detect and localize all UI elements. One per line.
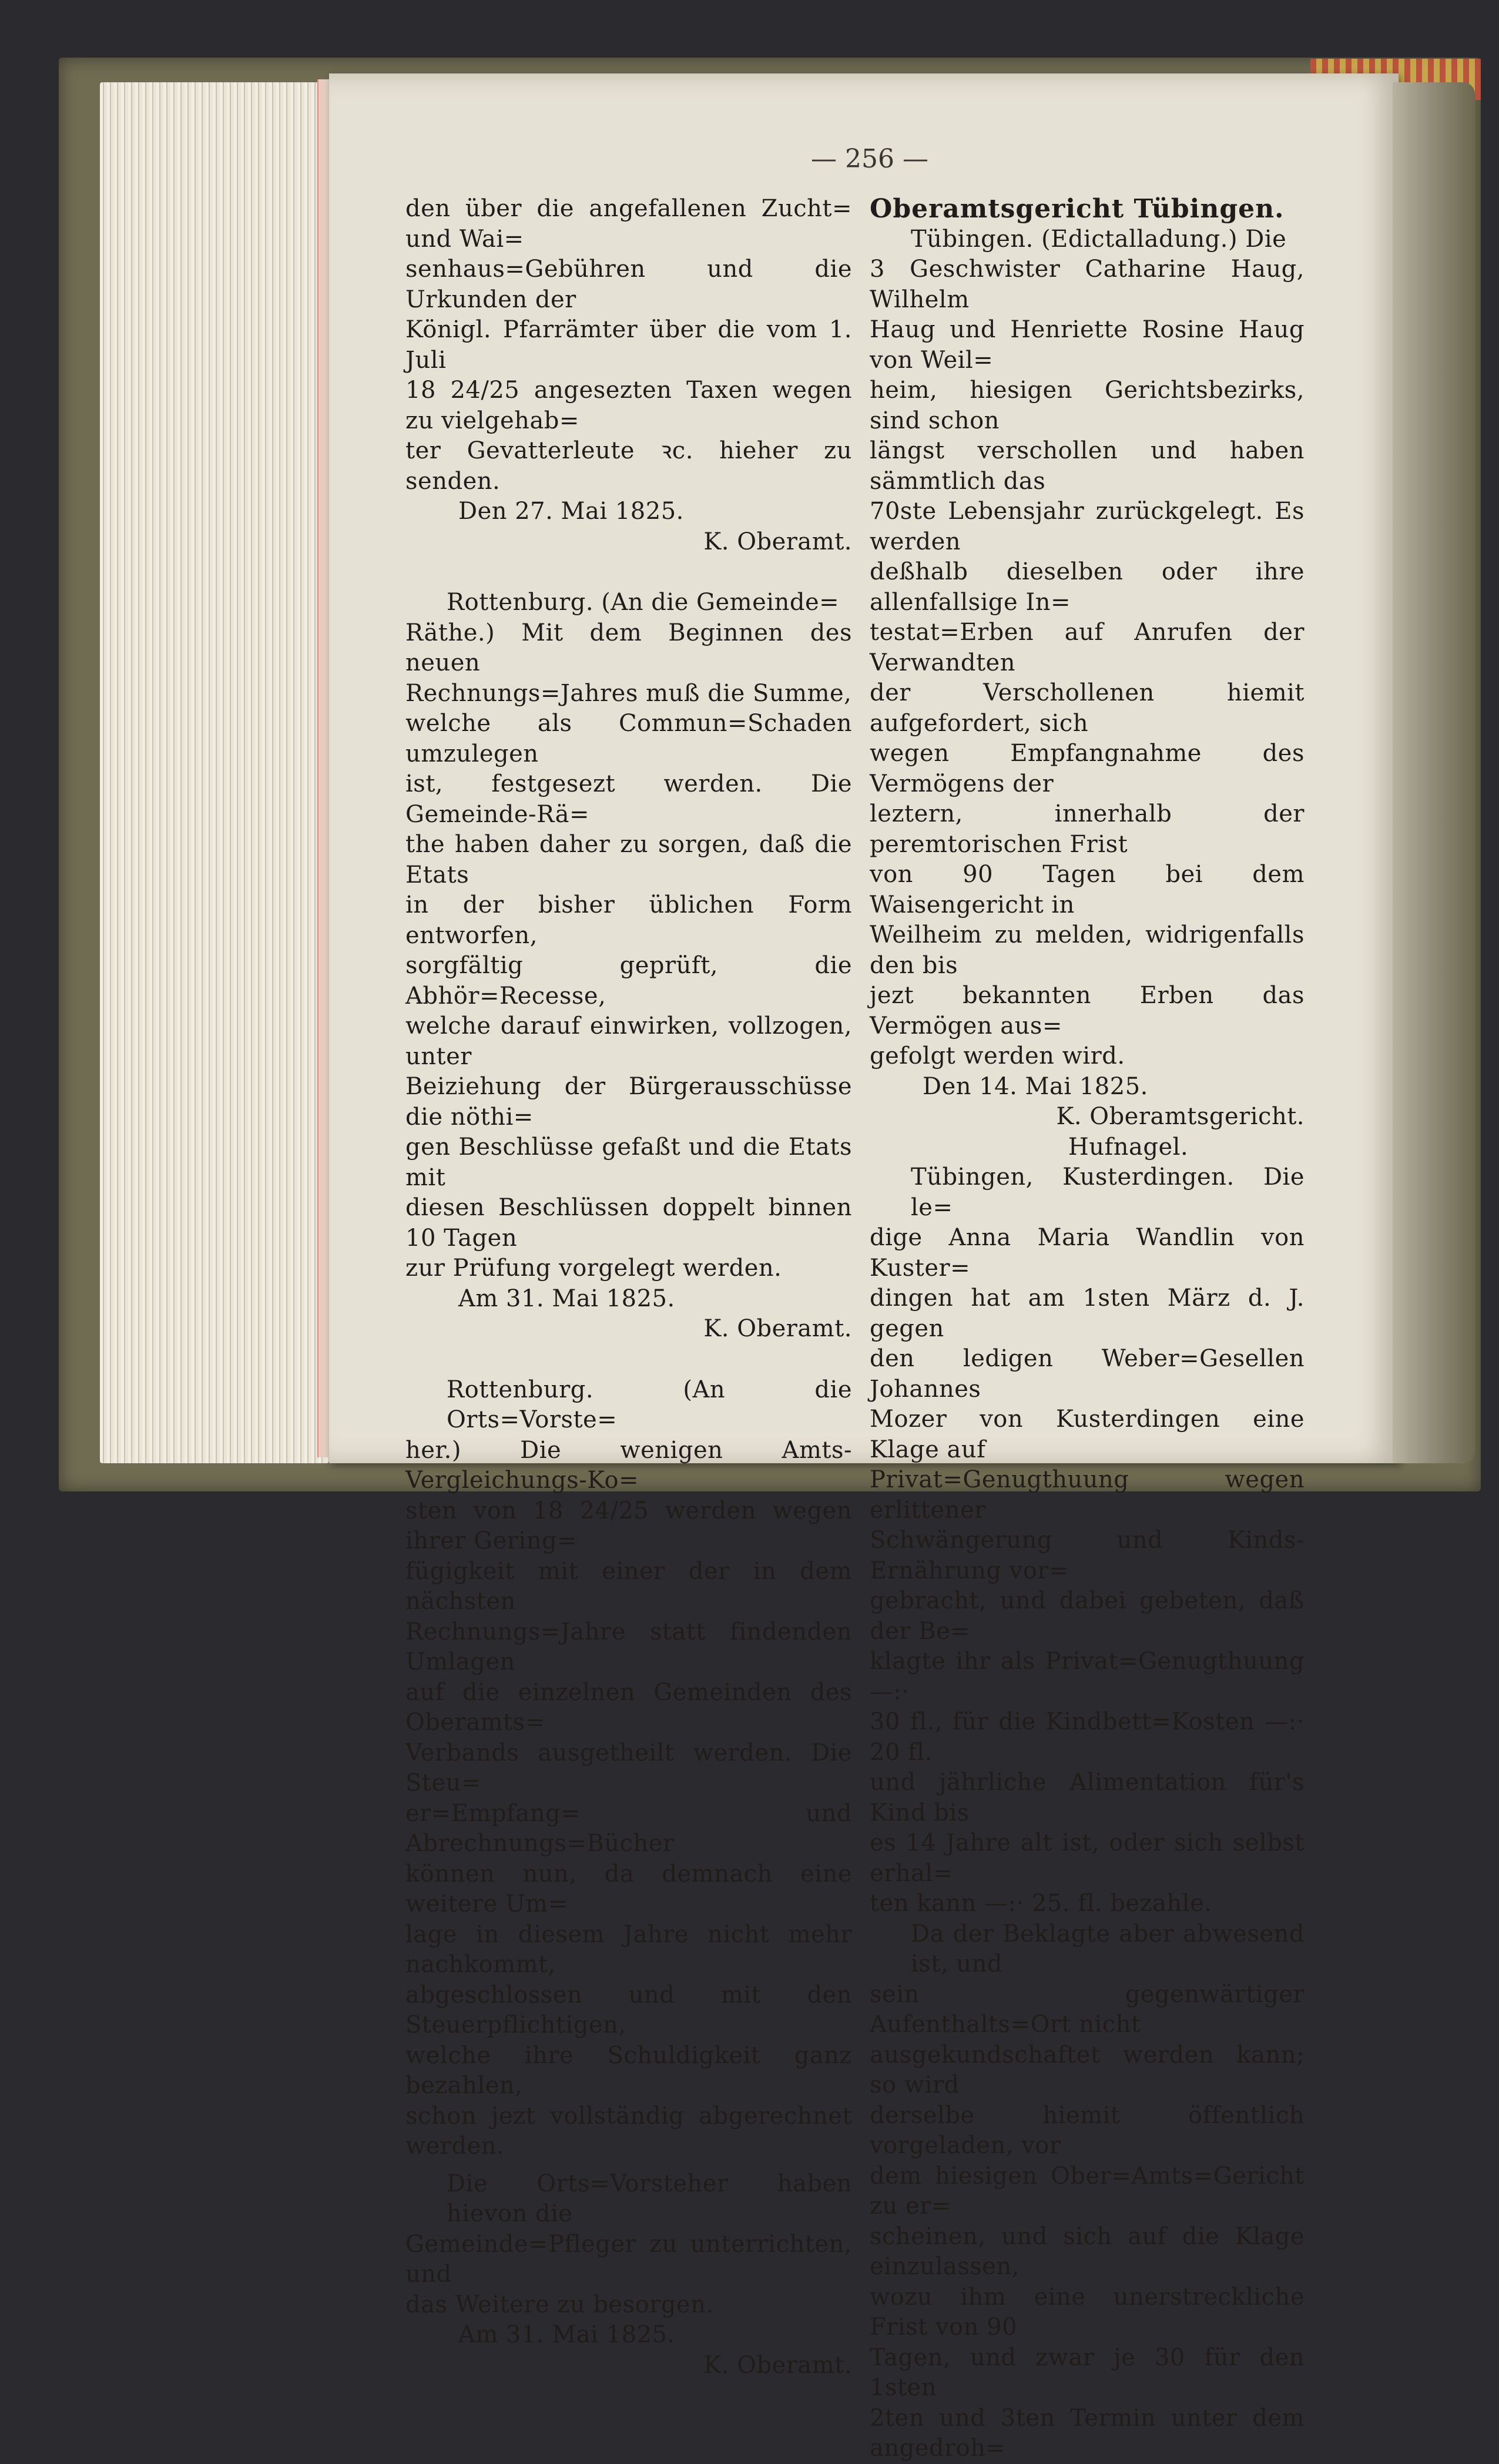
text-line: in der bisher üblichen Form entworfen, — [405, 891, 852, 949]
text-line: Die Orts=Vorsteher haben hievon die — [447, 2170, 852, 2227]
text-line: 30 fl., für die Kindbett=Kosten —:· 20 fl. — [870, 1708, 1305, 1766]
text-line: Rottenburg. (An die Orts=Vorste= — [447, 1376, 852, 1433]
text-line: Mozer von Kusterdingen eine Klage auf — [870, 1406, 1305, 1463]
text-line: 18 24/25 angesezten Taxen wegen zu vielgehab= — [405, 377, 852, 434]
text-line: und jährliche Alimentation für's Kind bis — [870, 1769, 1305, 1826]
text-line: Gemeinde=Pfleger zu unterrichten, und — [405, 2230, 852, 2288]
text-line: senhaus=Gebühren und die Urkunden der — [405, 256, 852, 313]
text-line: welche als Commun=Schaden umzulegen — [405, 710, 852, 767]
left-column — [405, 194, 852, 2381]
text-line: sorgfältig geprüft, die Abhör=Recesse, — [405, 952, 852, 1010]
text-line: jezt bekannten Erben das Vermögen aus= — [870, 982, 1305, 1040]
text-line: Rechnungs=Jahres muß die Summe, — [405, 679, 852, 707]
text-line: 70ste Lebensjahr zurückgelegt. Es werden — [870, 498, 1305, 555]
text-line: Königl. Pfarrämter über die vom 1. Juli — [405, 316, 852, 374]
text-line: 2ten und 3ten Termin unter dem angedroh= — [870, 2404, 1305, 2462]
text-line: leztern, innerhalb der peremtorischen Frist — [870, 800, 1305, 858]
notice-rottenburg-gemeinde — [405, 588, 852, 1284]
text-line: schon jezt vollständig abgerechnet werden. — [405, 2102, 852, 2160]
text-line: Schwängerung und Kinds-Ernährung vor= — [870, 1527, 1305, 1584]
text-line: er=Empfang= und Abrechnungs=Bücher — [405, 1799, 852, 1857]
text-line: ist, festgesezt werden. Die Gemeinde-Rä= — [405, 770, 852, 828]
text-line: diesen Beschlüssen doppelt binnen 10 Tagen — [405, 1194, 852, 1252]
text-line: ten kann —:· 25. fl. bezahle. — [870, 1890, 1212, 1917]
spacer — [405, 557, 852, 588]
dateline: Den 27. Mai 1825. — [458, 498, 684, 525]
spacer — [405, 1345, 852, 1375]
text-line: Räthe.) Mit dem Beginnen des neuen — [405, 619, 852, 676]
text-line: ausgekundschaftet werden kann; so wird — [870, 2041, 1305, 2098]
signature: K. Oberamtsgericht. — [1056, 1103, 1305, 1130]
text-line: sten von 18 24/25 werden wegen ihrer Gering= — [405, 1497, 852, 1554]
text-line: testat=Erben auf Anrufen der Verwandten — [870, 619, 1305, 676]
text-line: the haben daher zu sorgen, daß die Etats — [405, 831, 852, 889]
text-line: das Weitere zu besorgen. — [405, 2291, 714, 2318]
text-line: 3 Geschwister Catharine Haug, Wilhelm — [870, 256, 1305, 313]
dateline: Den 14. Mai 1825. — [923, 1072, 1148, 1100]
text-line: auf die einzelnen Gemeinden des Oberamts= — [405, 1678, 852, 1736]
text-line: Rottenburg. (An die Gemeinde= — [447, 589, 840, 616]
text-line: gen Beschlüsse gefaßt und die Etats mit — [405, 1134, 852, 1191]
signature: K. Oberamt. — [703, 528, 852, 555]
text-line: Beiziehung der Bürgerausschüsse die nöthi= — [405, 1073, 852, 1131]
notice-tuebingen-kusterdingen — [870, 1162, 1305, 1919]
text-line: derselbe hiemit öffentlich vorgeladen, vor — [870, 2101, 1305, 2159]
text-line: Weilheim zu melden, widrigenfalls den bis — [870, 921, 1305, 979]
text-line: der Verschollenen hiemit aufgefordert, sich — [870, 679, 1305, 737]
dateline: Am 31. Mai 1825. — [458, 1285, 675, 1312]
text-line: dingen hat am 1sten März d. J. gegen — [870, 1285, 1305, 1342]
dateline: Am 31. Mai 1825. — [458, 2321, 675, 2348]
text-line: deßhalb dieselben oder ihre allenfallsige In= — [870, 558, 1305, 616]
text-line: abgeschlossen und mit den Steuerpflichtigen, — [405, 1981, 852, 2039]
left-intro-paragraph — [405, 194, 852, 497]
signature: K. Oberamt. — [703, 1315, 852, 1342]
page-number: — 256 — — [811, 144, 928, 174]
text-line: Haug und Henriette Rosine Haug von Weil= — [870, 316, 1305, 374]
text-line: können nun, da demnach eine weitere Um= — [405, 1860, 852, 1917]
right-column — [870, 194, 1305, 2464]
text-line: von 90 Tagen bei dem Waisengericht in — [870, 861, 1305, 918]
text-line: sein gegenwärtiger Aufenthalts=Ort nicht — [870, 1980, 1305, 2038]
text-line: dem hiesigen Ober=Amts=Gericht zu er= — [870, 2162, 1305, 2220]
text-line: wegen Empfangnahme des Vermögens der — [870, 740, 1305, 797]
book-gutter — [1393, 82, 1475, 1463]
text-line: Tagen, und zwar je 30 für den 1sten — [870, 2344, 1305, 2401]
text-line: längst verschollen und haben sämmtlich das — [870, 437, 1305, 495]
text-line: gefolgt werden wird. — [870, 1042, 1125, 1070]
text-line: welche darauf einwirken, vollzogen, unter — [405, 1013, 852, 1070]
text-line: her.) Die wenigen Amts-Vergleichungs-Ko= — [405, 1436, 852, 1494]
text-line: dige Anna Maria Wandlin von Kuster= — [870, 1224, 1305, 1282]
text-line: welche ihre Schuldigkeit ganz bezahlen, — [405, 2041, 852, 2099]
text-line: Tübingen. (Edictalladung.) Die — [911, 225, 1287, 253]
notice-rottenburg-followup — [405, 2169, 852, 2321]
text-line: fügigkeit mit einer der in dem nächsten — [405, 1557, 852, 1615]
text-line: Privat=Genugthuung wegen erlittener — [870, 1466, 1305, 1524]
text-line: den über die angefallenen Zucht= und Wai= — [405, 195, 852, 253]
notice-rottenburg-orts — [405, 1375, 852, 2162]
spacer — [405, 2162, 852, 2169]
text-line: klagte ihr als Privat=Genugthuung —:· — [870, 1648, 1305, 1705]
text-line: den ledigen Weber=Gesellen Johannes — [870, 1345, 1305, 1403]
text-line: Tübingen, Kusterdingen. Die le= — [911, 1164, 1305, 1221]
page-edges — [100, 82, 329, 1463]
text-line: scheinen, und sich auf die Klage einzulassen, — [870, 2222, 1305, 2280]
text-line: Da der Beklagte aber abwesend ist, und — [911, 1920, 1305, 1977]
text-line: Verbands ausgetheilt werden. Die Steu= — [405, 1739, 852, 1796]
signature: K. Oberamt. — [703, 2351, 852, 2379]
text-line: wozu ihm eine unerstreckliche Frist von 90 — [870, 2283, 1305, 2341]
section-heading: Oberamtsgericht Tübingen. — [870, 194, 1285, 224]
notice-tuebingen-edictalladung — [870, 224, 1305, 1072]
text-line: es 14 Jahre alt ist, oder sich selbst erhal= — [870, 1829, 1305, 1887]
text-line: heim, hiesigen Gerichtsbezirks, sind schon — [870, 377, 1305, 434]
text-line: Rechnungs=Jahre statt findenden Umlagen — [405, 1618, 852, 1675]
text-line: lage in diesem Jahre nicht mehr nachkommt, — [405, 1920, 852, 1978]
signer-name: Hufnagel. — [1068, 1133, 1189, 1161]
text-line: ter Gevatterleute ꝛc. hieher zu senden. — [405, 437, 852, 495]
text-line: gebracht, und dabei gebeten, daß der Be= — [870, 1587, 1305, 1645]
text-line: zur Prüfung vorgelegt werden. — [405, 1255, 782, 1282]
notice-tuebingen-summons — [870, 1919, 1305, 2464]
